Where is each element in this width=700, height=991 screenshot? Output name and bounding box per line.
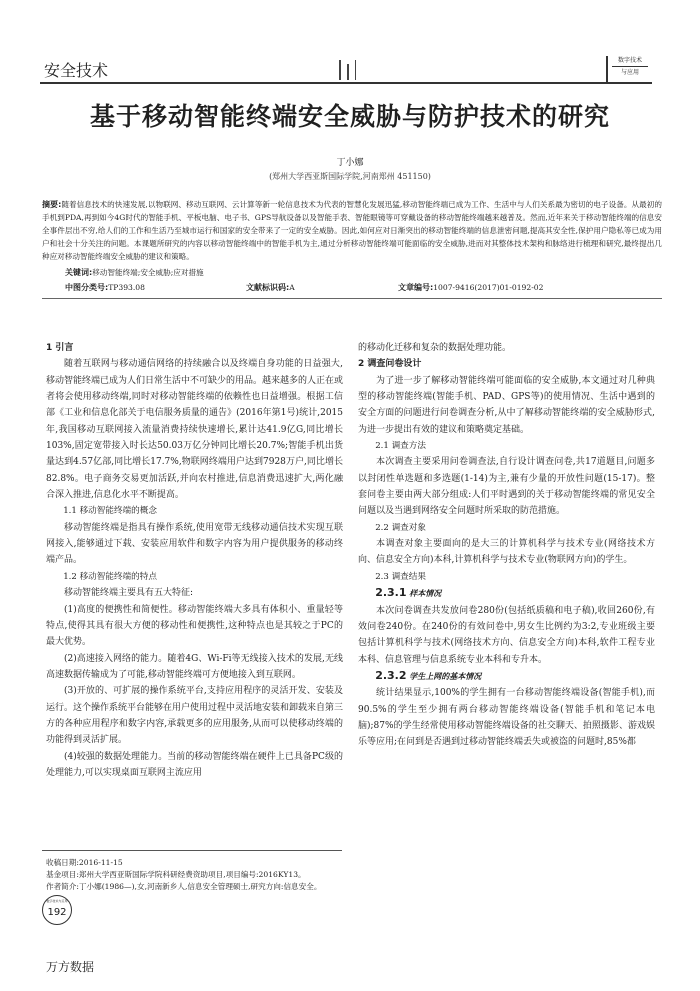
author-affiliation: (郑州大学西亚斯国际学院,河南郑州 451150)	[269, 172, 431, 181]
paragraph: 为了进一步了解移动智能终端可能面临的安全威胁,本文通过对几种典型的移动智能终端(智能手机、PAD、GPS等)的使用情况、生活中遇到的安全方面的问题进行问卷调查分析,从中了解移动智能终端的安全威胁形式,为进一步提出有效的建议和策略奠定基础。	[358, 375, 655, 435]
paragraph: (4)较强的数据处理能力。当前的移动智能终端在硬件上已具备PC级的处理能力,可以实现桌面互联网主流应用	[46, 751, 343, 778]
journal-section-label: 安全技术	[44, 61, 109, 80]
paragraph: 本次问卷调查共发放问卷280份(包括纸质稿和电子稿),收回260份,有效问卷240份。在240份的有效问卷中,男女生比例约为3:2,专业班级主要包括计算机科学与技术(网络技术方向、信息安全方向)本科,软件工程专业本科、信息管理与信息系统专业本科和专升本。	[358, 605, 655, 665]
article-id-label: 文章编号:	[398, 283, 434, 292]
subsection-heading: 2.3 调查结果	[375, 571, 426, 582]
clc-number	[65, 282, 145, 293]
header-divider-bar	[355, 60, 356, 80]
abstract-text: 随着信息技术的快速发展,以物联网、移动互联网、云计算等新一轮信息技术为代表的智慧化发展迅猛,移动智能终端已成为工作、生活中与人们关系最为密切的电子设备。从最初的手机到PDA,再到如今4G时代的智能手机、平板电脑、电子书、GPS导航设备以及智能手表、智能眼镜等可穿戴设备的移动智能终端越来越普及。然而,近年来关于移动智能终端的信息安全事件层出不穷,给人们的工作和生活乃至城市运行和国家的安全带来了一定的安全威胁。因此,如何应对日渐突出的移动智能终端的信息泄密问题,提高其安全性,保护用户隐私等已成为用户和社会十分关注的问题。本课题所研究的内容以移动智能终端中的智能手机为主,通过分析移动智能终端可能面临的安全威胁,进而对其整体技术架构和脉络进行梳理和研究,最终提出几种应对移动智能终端安全威胁的建议和策略。	[42, 200, 662, 261]
subsubsection-number: 2.3.1	[375, 586, 407, 600]
paragraph: 的移动化迁移和复杂的数据处理功能。	[358, 343, 512, 353]
fund-info: 基金项目:郑州大学西亚斯国际学院科研经费资助项目,项目编号:2016KY13。	[46, 870, 306, 879]
paragraph: 移动智能终端是指具有操作系统,使用宽带无线移动通信技术实现互联网接入,能够通过下载、安装应用软件和数字内容为用户提供服务的移动终端产品。	[46, 522, 343, 566]
page-number-badge	[42, 895, 72, 925]
source-watermark: 万方数据	[46, 960, 95, 974]
body-left-column	[46, 340, 343, 781]
subsubsection-title: 样本情况	[409, 588, 442, 599]
keywords-text: 移动智能终端;安全威胁;应对措施	[92, 268, 204, 277]
article-author: 丁小娜	[336, 158, 364, 168]
abstract-label: 摘要:	[42, 200, 62, 209]
subsection-heading: 2.2 调查对象	[375, 522, 426, 533]
article-title: 基于移动智能终端安全威胁与防护技术的研究	[89, 102, 610, 131]
article-id	[398, 282, 543, 293]
paragraph: (2)高速接入网络的能力。随着4G、Wi-Fi等无线接入技术的发展,无线高速数据传输成为了可能,移动智能终端可方便地接入到互联网。	[46, 653, 343, 680]
paragraph: (3)开放的、可扩展的操作系统平台,支持应用程序的灵活开发、安装及运行。这个操作系统平台能够在用户使用过程中灵活地安装和卸载来自第三方的各种应用程序和数字内容,承载更多的应用服务,从而可以使移动终端的功能得到灵活扩展。	[46, 686, 344, 746]
paragraph: 统计结果显示,100%的学生拥有一台移动智能终端设备(智能手机),而90.5%的学生至少拥有两台移动智能终端设备(智能手机和笔记本电脑);87%的学生经常使用移动智能终端设备的社交聊天、拍照摄影、游戏娱乐等应用;在问到是否遇到过移动智能终端丢失或被盗的问题时,85%都	[358, 688, 655, 748]
journal-logo-line2: 与应用	[620, 69, 639, 76]
subsection-heading: 1.2 移动智能终端的特点	[63, 571, 157, 582]
section-heading: 2 调查问卷设计	[358, 359, 422, 370]
subsection-heading: 2.1 调查方法	[375, 441, 426, 452]
abstract	[42, 198, 662, 263]
body-right-column	[358, 340, 655, 751]
paragraph: 移动智能终端主要具有五大特征:	[64, 588, 194, 599]
subsection-heading: 1.1 移动智能终端的概念	[63, 506, 157, 517]
journal-logo	[606, 56, 652, 84]
doc-code-label: 文献标识码:	[246, 283, 290, 292]
keywords-label: 关键词:	[65, 268, 93, 277]
keywords	[65, 267, 204, 278]
abstract-separator	[42, 298, 662, 299]
journal-logo-divider	[612, 66, 648, 67]
header-rule	[40, 82, 652, 84]
page-number: 192	[47, 907, 67, 918]
header-divider-bar	[339, 60, 341, 80]
paragraph: (1)高度的便携性和简便性。移动智能终端大多具有体积小、重量轻等特点,使得其具有很大方便的移动性和便携性,这种特点也是其较之于PC的最大优势。	[46, 604, 343, 648]
footnote-rule	[42, 850, 342, 851]
received-date: 收稿日期:2016-11-15	[46, 858, 123, 867]
subsubsection-title: 学生上网的基本情况	[409, 670, 482, 681]
doc-code-value: A	[289, 283, 295, 292]
journal-logo-line1: 数字技术	[617, 57, 642, 64]
clc-value: TP393.08	[108, 283, 145, 292]
subsubsection-heading	[358, 585, 655, 602]
author-bio: 作者简介:丁小娜(1986—),女,河南新乡人,信息安全管理硕士,研究方向:信息安全。	[46, 882, 322, 891]
subsubsection-number: 2.3.2	[375, 668, 407, 682]
footnotes	[46, 857, 321, 893]
page-ring-label: 数字技术与应用	[46, 899, 68, 903]
paragraph: 本次调查主要采用问卷调查法,自行设计调查问卷,共17道题目,问题多以封闭性单选题和多选题(1-14)为主,兼有少量的开放性问题(15-17)。整套问卷主要由两大部分组成:人们平时遇到的关于移动智能终端的常见安全问题以及当遇到网络安全问题时所采取的防范措施。	[358, 457, 655, 517]
subsubsection-heading	[358, 668, 655, 685]
paragraph: 本调查对象主要面向的是大三的计算机科学与技术专业(网络技术方向、信息安全方向)本科,计算机科学与技术专业(物联网方向)的学生。	[358, 539, 655, 566]
article-id-value: 1007-9416(2017)01-0192-02	[433, 283, 544, 292]
document-code	[246, 282, 295, 293]
header-divider-bar	[347, 64, 349, 80]
paragraph: 随着互联网与移动通信网络的持续融合以及终端自身功能的日益强大,移动智能终端已成为人们日常生活中不可缺少的用品。越来越多的人正在或者将会使用移动终端,同时对移动智能终端的依赖性也日益增强。根据工信部《工业和信息化部关于电信服务质量的通告》(2016年第1号)统计,2015年,我国移动互联网接入流量消费持续快速增长,累计达41.9亿G,同比增长103%,固定宽带接入时长达50.03万亿分钟同比增长20.7%;智能手机出货量达到4.57亿部,同比增长17.7%,物联网终端用户达到7928万户,同比增长82.8%。电子商务交易更加活跃,并向农村推进,信息消费迅速扩大,两化融合深入推进,信息化水平不断提高。	[46, 359, 344, 501]
clc-label: 中图分类号:	[65, 283, 109, 292]
section-heading: 1 引言	[46, 343, 74, 353]
